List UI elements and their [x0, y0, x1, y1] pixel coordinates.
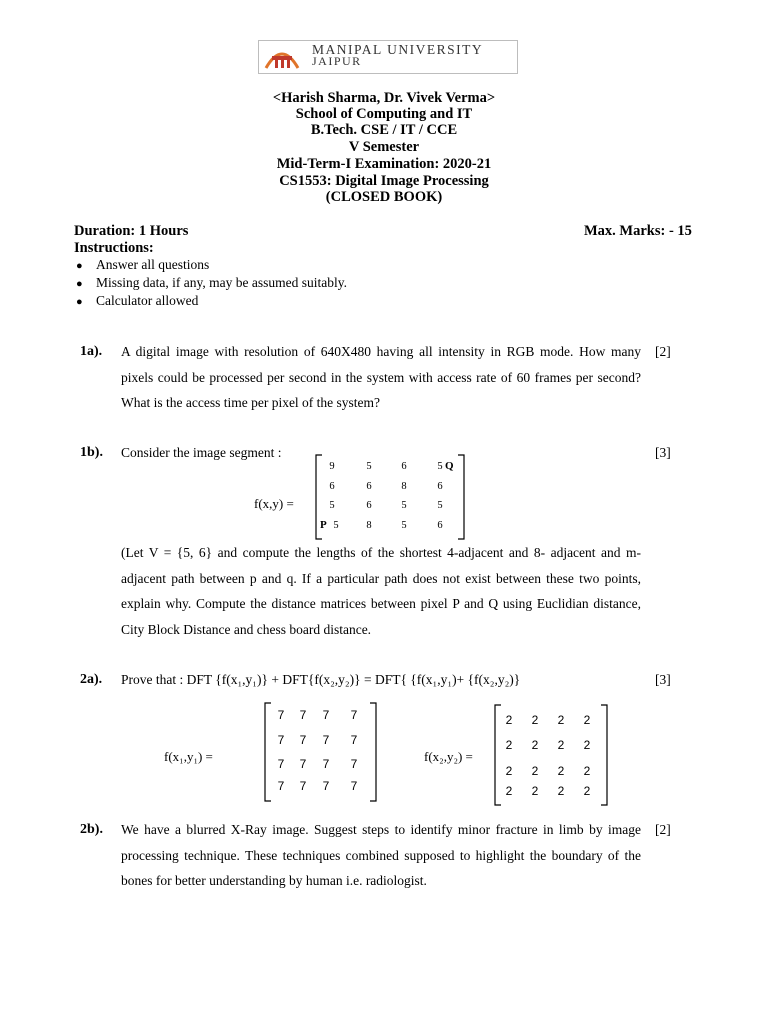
- matrix-cell: 6: [329, 481, 335, 492]
- instructions-title: Instructions:: [74, 240, 154, 256]
- matrix-cell: 5: [329, 500, 335, 511]
- question-1b-number: 1b).: [80, 445, 103, 460]
- matrix-cell: 2: [557, 713, 565, 727]
- matrix-cell: 7: [299, 708, 307, 722]
- matrix-cell: 2: [583, 713, 591, 727]
- matrix-cell: 2: [505, 738, 513, 752]
- matrix-cell: 7: [350, 779, 358, 793]
- university-logo-icon: [262, 44, 302, 70]
- bullet-icon: ●: [76, 260, 83, 272]
- matrix-f2-right-bracket: [599, 704, 609, 806]
- matrix-cell: 6: [437, 520, 443, 531]
- matrix-cell: 7: [350, 708, 358, 722]
- university-city: JAIPUR: [312, 54, 362, 68]
- instruction-item: Answer all questions: [96, 257, 210, 272]
- matrix-cell: 7: [322, 733, 330, 747]
- matrix-cell: 7: [277, 757, 285, 771]
- matrix-cell: 7: [322, 779, 330, 793]
- point-p-label: P: [320, 519, 327, 531]
- matrix-cell: 7: [299, 779, 307, 793]
- course-title: CS1553: Digital Image Processing: [279, 173, 489, 189]
- question-1a-number: 1a).: [80, 344, 103, 359]
- matrix-cell: 2: [583, 784, 591, 798]
- matrix-cell: 7: [299, 733, 307, 747]
- point-q-label: Q: [445, 460, 454, 472]
- matrix-cell: 2: [583, 764, 591, 778]
- matrix-f-label: f(x,y) =: [254, 496, 294, 511]
- matrix-cell: 7: [277, 779, 285, 793]
- exam-mode: (CLOSED BOOK): [325, 189, 443, 205]
- matrix-cell: 2: [557, 784, 565, 798]
- semester: V Semester: [348, 139, 420, 155]
- matrix-cell: 7: [299, 757, 307, 771]
- question-2b-marks: [2]: [655, 822, 671, 837]
- matrix-cell: 5: [401, 520, 407, 531]
- matrix-right-bracket: [456, 454, 466, 540]
- matrix-cell: 7: [322, 757, 330, 771]
- bullet-icon: ●: [76, 296, 83, 308]
- question-1a-text: A digital image with resolution of 640X480 having all intensity in RGB mode. How many pixels could be processed per second in the system with access rate of 60 frames per second? What is the access time per pixel of the system?: [121, 344, 641, 410]
- matrix-cell: 9: [329, 461, 335, 472]
- matrix-cell: 7: [350, 733, 358, 747]
- question-1b-text: (Let V = {5, 6} and compute the lengths of the shortest 4-adjacent and 8- adjacent and m-adjacent path between p and q. If a particular path does not exist between these two points, explain why. Compute the distance matrices between pixel P and Q using Euclidian distance, City Block Distance and chess board distance.: [121, 545, 641, 637]
- duration: Duration: 1 Hours: [74, 223, 189, 239]
- matrix-cell: 2: [583, 738, 591, 752]
- question-1b-intro: Consider the image segment :: [121, 445, 282, 460]
- matrix-cell: 7: [277, 708, 285, 722]
- question-2a-marks: [3]: [655, 672, 671, 687]
- authors: <Harish Sharma, Dr. Vivek Verma>: [272, 90, 496, 106]
- instruction-item: Calculator allowed: [96, 293, 199, 308]
- matrix-cell: 5: [437, 461, 443, 472]
- matrix-cell: 8: [366, 520, 372, 531]
- program: B.Tech. CSE / IT / CCE: [310, 122, 458, 138]
- max-marks: Max. Marks: - 15: [584, 223, 692, 239]
- matrix-f1-label: f(x₁,y₁) =: [164, 749, 213, 764]
- question-1b-marks: [3]: [655, 445, 671, 460]
- matrix-cell: 7: [277, 733, 285, 747]
- question-2b-number: 2b).: [80, 822, 103, 837]
- matrix-cell: 8: [401, 481, 407, 492]
- school-name: School of Computing and IT: [295, 106, 473, 122]
- matrix-f1-right-bracket: [368, 702, 378, 802]
- matrix-cell: 2: [505, 784, 513, 798]
- matrix-cell: 7: [322, 708, 330, 722]
- matrix-cell: 6: [366, 500, 372, 511]
- matrix-cell: 5: [366, 461, 372, 472]
- matrix-cell: 6: [401, 461, 407, 472]
- question-2a-number: 2a).: [80, 672, 103, 687]
- question-1a-marks: [2]: [655, 344, 671, 359]
- matrix-cell: 2: [531, 738, 539, 752]
- university-name: MANIPAL UNIVERSITY: [312, 42, 484, 57]
- question-2b-text: We have a blurred X-Ray image. Suggest steps to identify minor fracture in limb by image processing technique. These techniques combined supposed to highlight the boundary of the bones for better understanding by human i.e. radiologist.: [121, 822, 641, 888]
- matrix-cell: 2: [531, 713, 539, 727]
- matrix-cell: 2: [557, 738, 565, 752]
- matrix-f2-label: f(x₂,y₂) =: [424, 749, 473, 764]
- matrix-cell: 5: [437, 500, 443, 511]
- matrix-cell: 5: [333, 520, 339, 531]
- matrix-cell: 5: [401, 500, 407, 511]
- matrix-cell: 2: [531, 764, 539, 778]
- matrix-cell: 7: [350, 757, 358, 771]
- matrix-cell: 2: [505, 713, 513, 727]
- bullet-icon: ●: [76, 278, 83, 290]
- matrix-cell: 2: [557, 764, 565, 778]
- question-2a-text: Prove that : DFT {f(x₁,y₁)} + DFT{f(x₂,y₂)} = DFT{ {f(x₁,y₁)+ {f(x₂,y₂)}: [121, 672, 521, 687]
- exam-title: Mid-Term-I Examination: 2020-21: [276, 156, 492, 172]
- matrix-cell: 6: [366, 481, 372, 492]
- instruction-item: Missing data, if any, may be assumed suitably.: [96, 275, 347, 290]
- matrix-cell: 2: [531, 784, 539, 798]
- matrix-cell: 2: [505, 764, 513, 778]
- matrix-cell: 6: [437, 481, 443, 492]
